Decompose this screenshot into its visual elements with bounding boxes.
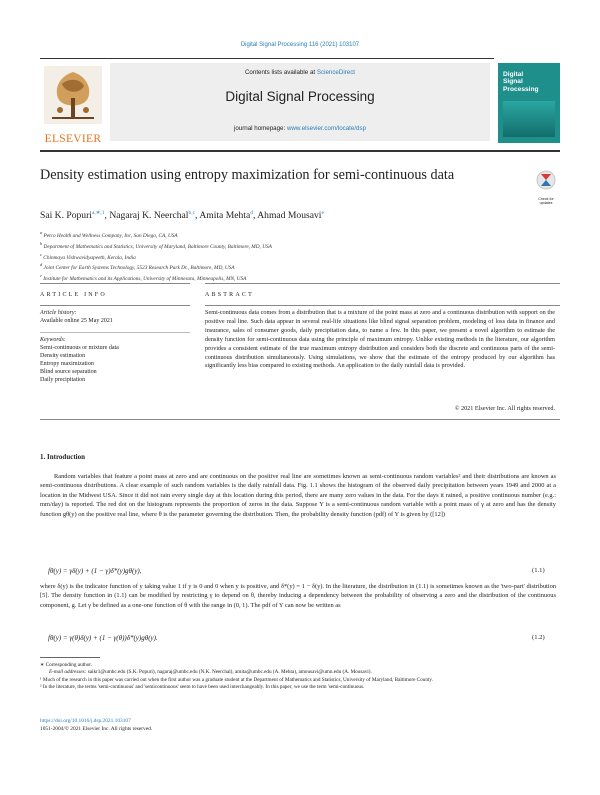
author-name: Amita Mehta — [199, 210, 251, 222]
author-name: Nagaraj K. Neerchal — [109, 210, 189, 222]
abstract-heading: ABSTRACT — [205, 292, 254, 298]
affiliation-list — [40, 229, 560, 283]
affiliation: $^c$ Chinmaya Vishwavidyapeeth, Kerala, India — [40, 251, 136, 261]
footnote: ² In the literature, the terms 'semi-continuous' and 'semicontinuous' seem to have been used interchangeably. In this paper, we use the term 'semi-continuous. — [40, 684, 365, 691]
emails-text[interactable]: saikr1@umbc.edu (S.K. Popuri), nagaraj@umbc.edu (N.K. Neerchal), amita@umbc.edu (A. Mehta), amousavi@umn.edu (A. Mousavi). — [87, 669, 372, 676]
footnote: ¹ Much of the research in this paper was carried out when the first author was a graduate student at the Department of Mathematics and Statistics, University of Maryland, Baltimore County. — [40, 676, 433, 683]
footnotes — [40, 662, 560, 692]
author-affil-ref[interactable]: b,c — [188, 210, 196, 216]
affiliation: $^b$ Department of Mathematics and Statistics, University of Maryland, Baltimore County, Baltimore, MD, USA — [40, 240, 272, 250]
abstract-rule — [205, 305, 560, 306]
author-affil-ref[interactable]: a,∗,1 — [91, 210, 105, 216]
affiliation: $^e$ Institute for Mathematics and its Applications, University of Minnesota, Minneapolis, MN, USA — [40, 273, 247, 282]
article-history — [40, 309, 190, 325]
journal-title: Digital Signal Processing — [225, 89, 375, 104]
author-name: Sai K. Popuri — [40, 210, 92, 222]
author-name: Ahmad Mousavi — [257, 210, 322, 222]
keyword: Entropy maximization — [40, 361, 94, 367]
cover-title-line: Digital — [503, 71, 524, 78]
intro-paragraph: Random variables that feature a point mass at zero and are continuous on the positive real line are sometimes known as semi-continuous random variables² and their distributions are known as semi-continuous distributions. A clear example of such random variables is the daily rainfall data. Fig. 1.1 shows the histogram of the observed daily precipitation between years 1949 and 2000 at a location in the Midwest USA. Since it did not rain every single day at this location during this period, there are many zero values in the data. For the days it rained, a positive continuous number (e.g.: mm/day) is reported. The red dot on the histogram represents the proportion of zeros in the data. Suppose Y is a semi-continuous random variable with a point mass of γ at zero and has the density function gθ(y) on the positive real line, where θ is the parameter governing the distribution. Then, the probability density function (pdf) of Y is given by ([12]) — [40, 473, 556, 518]
cover-title — [503, 71, 539, 93]
article-info-heading: ARTICLE INFO — [40, 292, 107, 298]
issn-line: 1051-2004/© 2021 Elsevier Inc. All rights reserved. — [40, 726, 153, 732]
doi-link[interactable]: https://doi.org/10.1016/j.dsp.2021.103107 — [40, 718, 131, 724]
author-affil-ref[interactable]: e — [321, 210, 324, 216]
cover-title-line: Processing — [503, 85, 539, 93]
history-value: Available online 25 May 2021 — [40, 318, 113, 324]
keyword: Density estimation — [40, 353, 86, 359]
journal-reference[interactable]: Digital Signal Processing 116 (2021) 103107 — [240, 42, 360, 48]
sciencedirect-link[interactable]: ScienceDirect — [316, 69, 356, 76]
elsevier-tree-icon — [40, 64, 106, 126]
footnote-emails — [40, 669, 560, 676]
article-title: Density estimation using entropy maximization for semi-continuous data — [40, 167, 455, 183]
crossmark-label: Check for updates — [538, 197, 554, 205]
masthead-banner — [110, 63, 490, 141]
publisher-name: ELSEVIER — [44, 133, 102, 145]
homepage-link[interactable]: www.elsevier.com/locate/dsp — [286, 125, 367, 132]
footnote-corresponding: ∗ Corresponding author. — [40, 662, 93, 668]
crossmark-icon — [532, 170, 560, 192]
abstract-copyright: © 2021 Elsevier Inc. All rights reserved. — [454, 405, 555, 412]
contents-line — [110, 69, 490, 76]
equation-number: (1.2) — [532, 634, 545, 641]
section-heading: 1. Introduction — [40, 453, 85, 461]
affiliation: $^d$ Joint Center for Earth Systems Technology, 5523 Research Park Dr., Baltimore, MD, USA — [40, 262, 235, 272]
footnote-rule — [40, 657, 100, 658]
author-list: Sai K. Popuri$^{a,∗,1}$, Nagaraj K. Neerchal$^{b,c}$, Amita Mehta$^d$, Ahmad Mousavi$^e$ — [40, 210, 324, 222]
article-info-top-rule — [40, 283, 190, 284]
elsevier-logo — [40, 64, 106, 144]
journal-cover — [498, 63, 560, 143]
emails-label: E-mail addresses: — [49, 669, 88, 676]
history-label: Article history: — [40, 310, 77, 316]
keywords-rule — [40, 332, 190, 333]
check-for-updates-badge[interactable] — [532, 170, 560, 205]
keywords-label: Keywords: — [40, 337, 66, 343]
intro-paragraph: where δ(y) is the indicator function of y taking value 1 if y is 0 and 0 when y is positive, and δ*(y) = 1 − δ(y). In the literature, the distribution in (1.1) is sometimes known as the 'two-part' distribution [5]. The density function in (1.1) can be modified by restricting γ to depend on θ, thereby inducing a dependency between the probability of observing a zero and the distribution of the continuous component, g. Let γ be defined as a one-one function of θ with the range in (0, 1). The pdf of Y can now be written as — [40, 583, 556, 609]
keyword: Blind source separation — [40, 369, 97, 375]
equation-1-2: fθ(y) = γ(θ)δ(y) + (1 − γ(θ))δ*(y)gθ(y). — [48, 634, 158, 642]
equation-number: (1.1) — [532, 567, 545, 574]
cover-title-line: Signal — [503, 78, 523, 86]
masthead-top-rule — [40, 58, 494, 59]
abstract-text: Semi-continuous data comes from a distribution that is a mixture of the point mass at zero and a continuous distribution with support on the positive real line. Such data appear in several real-life situations like blind signal separation problem, modeling of loss data in finance and insurance, sales of consumer goods, daily precipitation data, to name a few. In this paper, we present a novel algorithm to estimate the density function for semi-continuous data using the principle of maximum entropy. Unlike existing methods in the literature, our algorithm provides a consistent estimate of the true maximum entropy distribution and considers both the discrete and continuous parts of the semi-continuous distribution simultaneously. Using simulations, we show that the estimate of the entropy produced by our algorithm has significantly less bias compared to existing methods. An application to the daily rainfall data is provided. — [205, 309, 555, 370]
abstract-top-rule — [205, 283, 560, 284]
keyword: Daily precipitation — [40, 377, 86, 383]
equation-1-1: fθ(y) = γδ(y) + (1 − γ)δ*(y)gθ(y), — [48, 567, 142, 575]
keywords-block — [40, 336, 190, 384]
homepage-line — [110, 125, 490, 132]
article-info-rule — [40, 305, 190, 306]
abstract-bottom-rule — [40, 419, 560, 420]
keyword: Semi-continuous or mixture data — [40, 345, 119, 351]
masthead-bottom-rule — [40, 150, 560, 152]
cover-graphic — [503, 101, 555, 137]
homepage-prefix: journal homepage: — [233, 125, 287, 132]
author-affil-ref[interactable]: d — [250, 210, 253, 216]
contents-prefix: Contents lists available at — [244, 69, 317, 76]
affiliation: $^a$ Petco Health and Wellness Company, Inc, San Diego, CA, USA — [40, 230, 178, 239]
